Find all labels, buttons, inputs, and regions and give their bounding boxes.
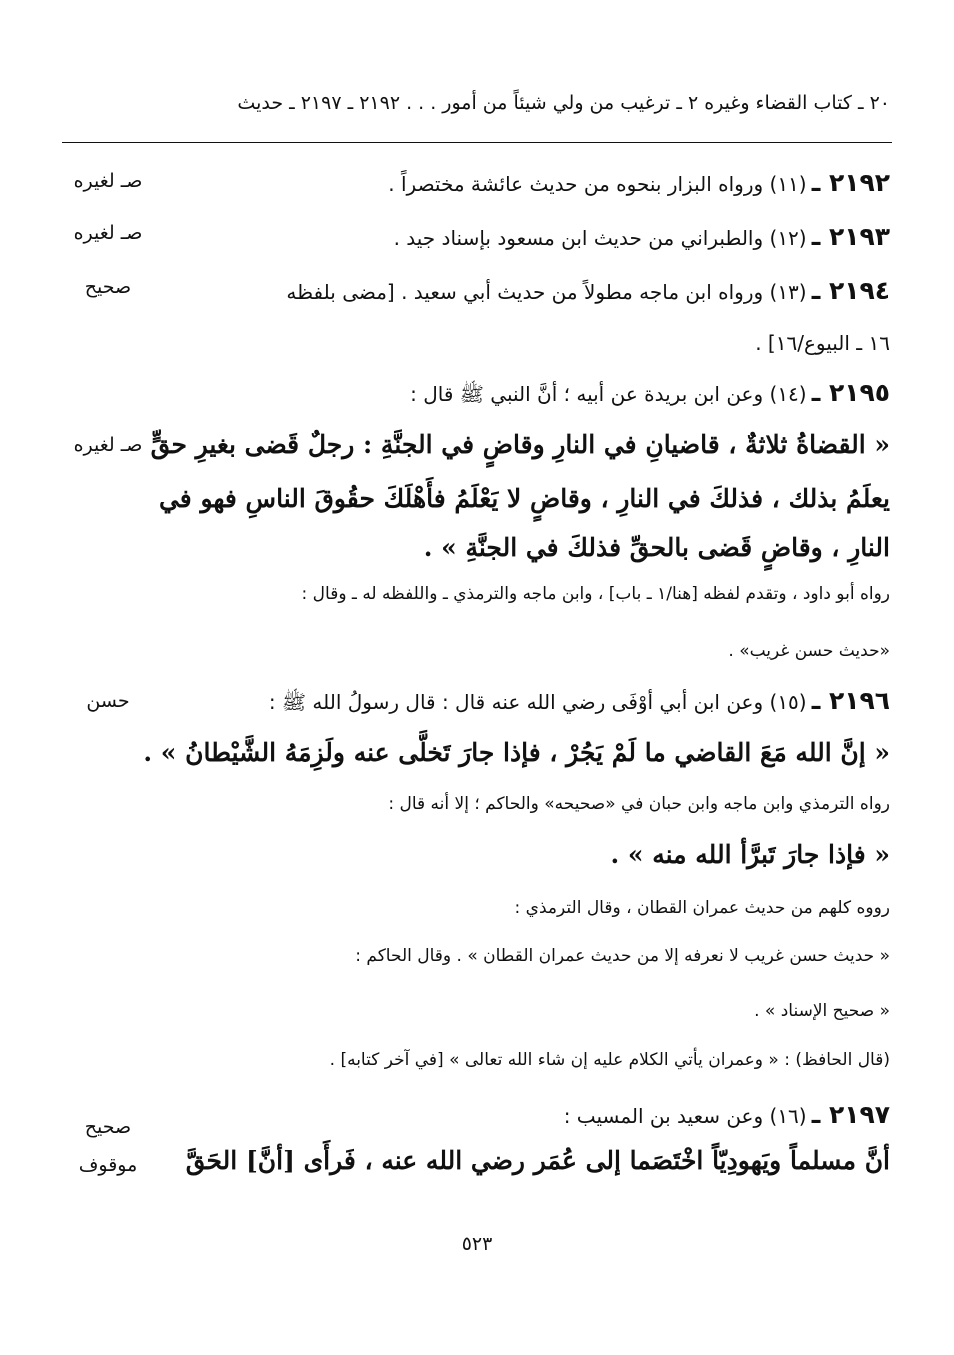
hadith-number: ٢١٩٣ ـ — [811, 222, 890, 251]
hadith-number: ٢١٩٦ ـ — [811, 686, 890, 715]
entry-2193 — [150, 222, 890, 251]
entry-text: (١٢) والطبراني من حديث ابن مسعود بإسناد جيد . — [393, 226, 807, 250]
entry-2195 — [150, 378, 890, 411]
entry-2197 — [150, 1100, 890, 1129]
hadith-variant: « فإذا جارَ تَبرَّأ الله منه » . — [610, 840, 890, 869]
entry-2194 — [150, 276, 890, 305]
source-note: « صحيح الإسناد » . — [754, 1001, 890, 1021]
hadith-number: ٢١٩٧ ـ — [811, 1100, 890, 1129]
grade-label: صـ لغيره — [73, 434, 143, 456]
entry-text: (١٦) وعن سعيد بن المسيب : — [563, 1104, 807, 1128]
entry-text: (١٣) ورواه ابن ماجه مطولاً من حديث أبي سعيد . [مضى بلفظه — [286, 280, 807, 304]
header-rule — [62, 142, 892, 143]
entry-2196 — [150, 686, 890, 719]
source-note: رواه الترمذي وابن ماجه وابن حبان في «صحيحه» والحاكم ؛ إلا أنه قال : — [388, 794, 890, 814]
source-note: رووه كلهم من حديث عمران القطان ، وقال الترمذي : — [514, 898, 890, 918]
entry-text: (١٥) وعن ابن أبي أوْفَى رضي الله عنه قال : قال رسولُ الله ﷺ : — [268, 690, 807, 714]
grade-label-line: صحيح — [84, 1116, 132, 1138]
hadith-number: ٢١٩٢ ـ — [811, 168, 890, 197]
hadith-number: ٢١٩٤ ـ — [811, 276, 890, 305]
grade-label: صـ لغيره — [73, 170, 143, 192]
grade-label: حسن — [86, 690, 130, 712]
source-note: (قال الحافظ) : « وعمران يأتي الكلام عليه إن شاء الله تعالى » [في آخر كتابه] . — [329, 1050, 890, 1070]
running-header: ٢٠ ـ كتاب القضاء وغيره ٢ ـ ترغيب من ولي شيئاً من أمور . . . ٢١٩٢ ـ ٢١٩٧ ـ حديث — [237, 92, 890, 114]
source-note: « حديث حسن غريب لا نعرفه إلا من حديث عمران القطان » . وقال الحاكم : — [355, 946, 890, 966]
hadith-text-line: النارِ ، وقاضٍ قَضى بالحقِّ فذلكَ في الجنَّةِ » . — [423, 533, 890, 562]
grade-label — [58, 1108, 158, 1184]
grade-label: صحيح — [84, 276, 132, 298]
source-note: «حديث حسن غريب» . — [728, 641, 890, 661]
hadith-text-line: « القضاةُ ثلاثةٌ ، قاضيانِ في النارِ وقاضٍ في الجنَّةِ : رجلٌ قَضى بغيرِ حقٍّ — [150, 430, 890, 459]
hadith-number: ٢١٩٥ ـ — [811, 378, 890, 407]
entry-text: (١١) ورواه البزار بنحوه من حديث عائشة مختصراً . — [388, 172, 807, 196]
grade-label-line: موقوف — [78, 1154, 138, 1176]
hadith-text-line: يعلَمُ بذلك ، فذلكَ في النارِ ، وقاضٍ لا يَعْلَمُ فأَهْلَكَ حقُوقَ الناسِ فهو في — [158, 484, 890, 513]
entry-continuation: ١٦ ـ البيوع/١٦] . — [755, 331, 890, 355]
hadith-text-line: « إنَّ الله مَعَ القاضي ما لَمْ يَجُرْ ، فإذا جارَ تَخلَّى عنه ولَزِمَهُ الشَّيْطانُ » . — [143, 738, 890, 767]
entry-2192 — [150, 168, 890, 197]
page-number: ٥٢٣ — [461, 1233, 493, 1255]
source-note: رواه أبو داود ، وتقدم لفظه [هنا/١ ـ باب] ، وابن ماجه والترمذي ـ واللفظه له ـ وقال : — [301, 584, 890, 604]
entry-text: (١٤) وعن ابن بريدة عن أبيه ؛ أنَّ النبي ﷺ قال : — [410, 382, 807, 406]
grade-label: صـ لغيره — [73, 222, 143, 244]
hadith-text-line: أنَّ مسلماً ويَهودِيّاً اخْتَصَما إلى عُمَر رضي الله عنه ، فَرأَى [أنَّ] الحَقَّ — [185, 1146, 890, 1175]
